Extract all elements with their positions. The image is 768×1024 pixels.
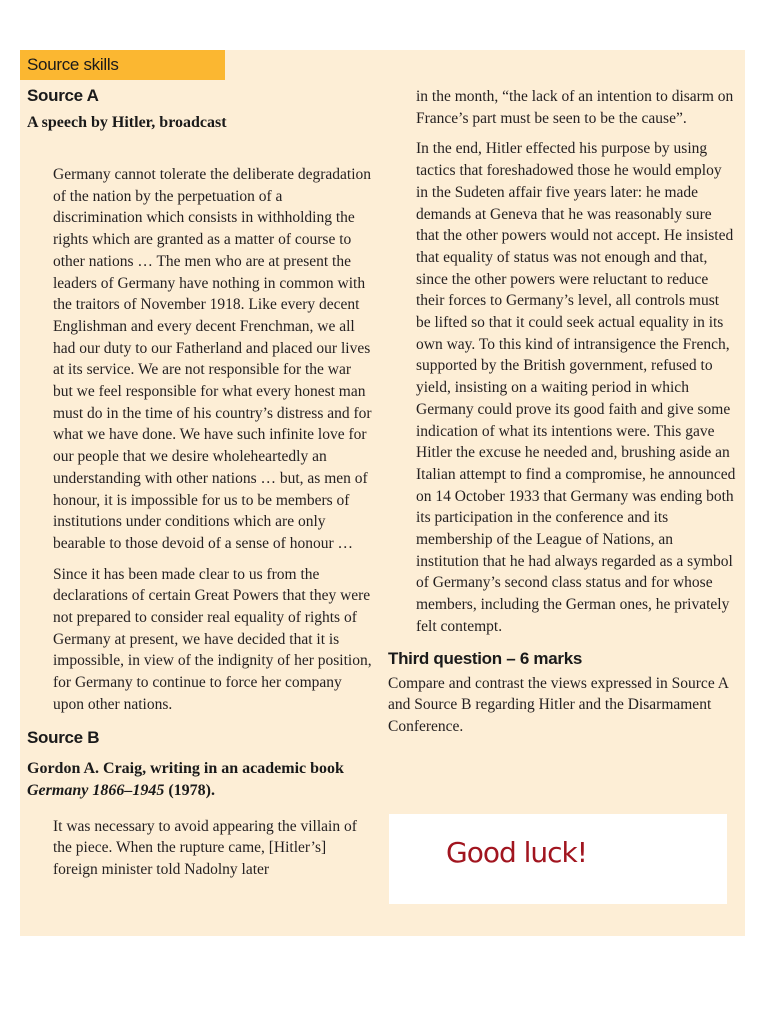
source-b-paragraph-1-start: It was necessary to avoid appearing the villain of the piece. When the rupture came, [Hitler’s] foreign minister told Nadolny later xyxy=(53,817,357,878)
source-b-subheading-suffix: (1978). xyxy=(164,781,215,799)
source-b-heading: Source B xyxy=(27,727,100,747)
source-b-paragraph-2: In the end, Hitler effected his purpose by using tactics that foreshadowed those he would employ in the Sudeten affair five years later: he made demands at Geneva that he was reasonably sure that the other powers would not accept. He insisted that equality of status was not enough and that, since the other powers were reluctant to reduce their forces to Germany’s level, all controls must be lifted so that it could seek actual equality in its own way. To this kind of intransigence the French, supported by the British government, refused to yield, insisting on a waiting period in which Germany could prove its good faith and give some indication of what its intentions were. This gave Hitler the excuse he needed and, brushing aside an Italian attempt to find a compromise, he announced on 14 October 1933 that Germany was ending both its participation in the conference and its membership of the League of Nations, an institution that he had always regarded as a symbol of Germany’s second class status and for whose members, including the German ones, he privately felt contempt. xyxy=(416,140,736,635)
source-b-subheading xyxy=(27,758,377,802)
source-a-paragraph-2: Since it has been made clear to us from the declarations of certain Great Powers that they were not prepared to consider real equality of rights of Germany at present, we have decided that it is impossible, in view of the indignity of her position, for Germany to continue to force her company upon other nations. xyxy=(53,565,372,713)
source-a-heading: Source A xyxy=(27,86,99,105)
question-heading: Third question – 6 marks xyxy=(388,648,583,668)
source-a-paragraph-1: Germany cannot tolerate the deliberate degradation of the nation by the perpetuation of a discrimination which consists in withholding the rights which are granted as a matter of course to other nations … The men who are at present the leaders of Germany have nothing in common with the traitors of November 1918. Like every decent Englishman and every decent Frenchman, we all had our duty to our Fatherland and placed our lives at its service. We are not responsible for the war but we feel responsible for what every honest man must do in the time of his country’s distress and for what we have done. We have such infinite love for our people that we desire wholeheartedly an understanding with other nations … but, as men of honour, it is impossible for us to be members of institutions under conditions which are only bearable to those devoid of a sense of honour … xyxy=(53,166,372,552)
question-text: Compare and contrast the views expressed in Source A and Source B regarding Hitler and the Disarmament Conference. xyxy=(388,674,729,735)
source-b-subheading-prefix: Gordon A. Craig, writing in an academic book xyxy=(27,759,344,777)
source-b-book-title: Germany 1866–1945 xyxy=(27,781,165,799)
source-b-paragraph-1-continued: in the month, “the lack of an intention to disarm on France’s part must be seen to be the cause”. xyxy=(416,88,734,127)
right-column xyxy=(388,86,740,738)
good-luck-text: Good luck! xyxy=(446,836,587,869)
source-a-subheading: A speech by Hitler, broadcast xyxy=(27,114,227,131)
left-column xyxy=(27,86,377,881)
section-tab: Source skills xyxy=(20,50,225,80)
